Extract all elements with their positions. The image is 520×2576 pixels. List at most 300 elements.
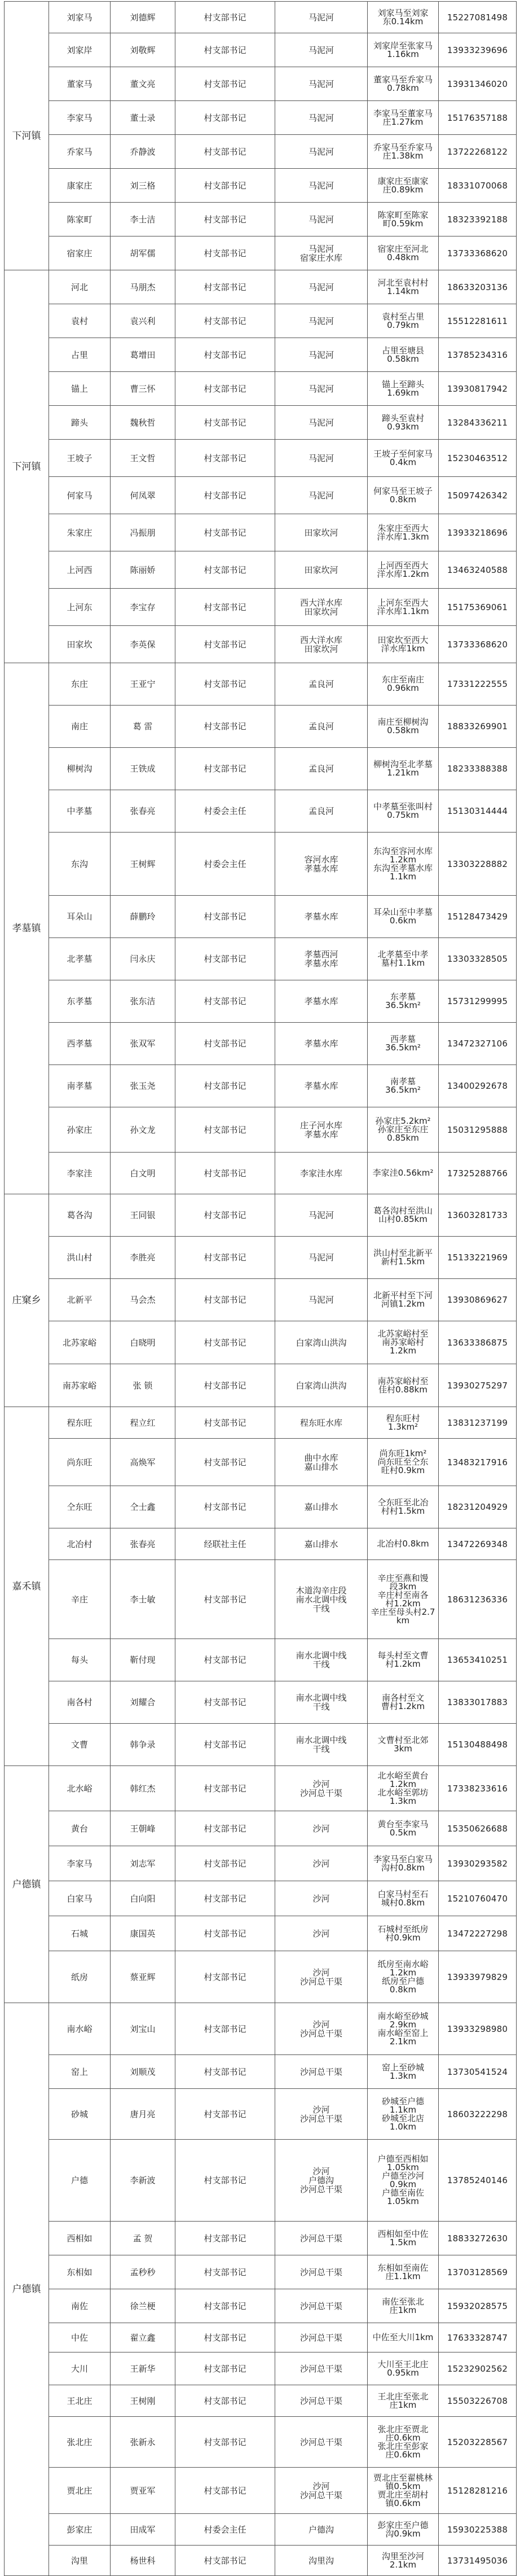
cell-person-name: 白文明: [111, 1153, 175, 1194]
cell-location: 南水峪至砂城 2.9km 南水峪至窑上 2.1km: [368, 2003, 439, 2055]
table-row: [5, 1407, 517, 1439]
table-row: [5, 833, 517, 896]
cell-river: 马泥河: [275, 270, 368, 304]
cell-village: 柳树沟: [49, 748, 111, 790]
cell-location: 王北庄至张北 庄1km: [368, 2385, 439, 2417]
cell-location: 王坡子至何家马 0.4km: [368, 440, 439, 477]
cell-river: 马泥河: [275, 372, 368, 406]
cell-river: 沙河: [275, 1916, 368, 1951]
cell-person-name: 陈丽娇: [111, 551, 175, 589]
cell-river: 嘉山排水: [275, 1528, 368, 1560]
cell-person-name: 李士敏: [111, 1560, 175, 1639]
cell-location: 陈家町至陈家 町0.59km: [368, 203, 439, 236]
cell-person-name: 贾亚军: [111, 2468, 175, 2514]
cell-village: 东庄: [49, 663, 111, 706]
cell-village: 辛庄: [49, 1560, 111, 1639]
cell-phone: 13633386875: [439, 1321, 517, 1364]
cell-location: 张北庄至贾北 庄0.6km 张北庄至彭家 庄0.6km: [368, 2417, 439, 2468]
cell-post: 村支部书记: [175, 1279, 275, 1321]
cell-person-name: 魏秋哲: [111, 406, 175, 440]
cell-river: 沙河总干渠: [275, 2385, 368, 2417]
table-row: [5, 1881, 517, 1916]
table-row: [5, 2385, 517, 2417]
cell-phone: 13831237199: [439, 1407, 517, 1439]
cell-village: 耳朵山: [49, 896, 111, 938]
cell-village: 董家马: [49, 67, 111, 101]
cell-phone: 13463240588: [439, 551, 517, 589]
cell-phone: 15350626688: [439, 1811, 517, 1846]
cell-location: 户德至西相如 1.05km 户德至沙河 0.9km 户德至南佐 1.05km: [368, 2140, 439, 2222]
cell-post: 村支部书记: [175, 2140, 275, 2222]
cell-person-name: 张春亮: [111, 1528, 175, 1560]
cell-post: 村委会主任: [175, 790, 275, 833]
cell-location: 洪山村至北新平 新村1.5km: [368, 1237, 439, 1279]
cell-person-name: 张 锁: [111, 1364, 175, 1407]
cell-phone: 18233388388: [439, 748, 517, 790]
cell-location: 李家马至董家马 庄1.27km: [368, 101, 439, 135]
cell-phone: 13933218696: [439, 514, 517, 551]
table-row: [5, 2352, 517, 2385]
cell-village: 北新平: [49, 1279, 111, 1321]
cell-person-name: 马会杰: [111, 1279, 175, 1321]
cell-phone: 13722268122: [439, 135, 517, 169]
cell-post: 村支部书记: [175, 1951, 275, 2003]
cell-village: 仝东旺: [49, 1486, 111, 1528]
cell-river: 嘉山排水: [275, 1486, 368, 1528]
cell-village: 东沟: [49, 833, 111, 896]
cell-river: 南水北调中线 干线: [275, 1681, 368, 1724]
cell-person-name: 葛 雷: [111, 706, 175, 748]
cell-river: 沙河 沙河总干渠: [275, 1766, 368, 1811]
cell-post: 村支部书记: [175, 706, 275, 748]
table-row: [5, 440, 517, 477]
cell-river: 沙河总干渠: [275, 2417, 368, 2468]
cell-person-name: 张东洁: [111, 980, 175, 1023]
cell-location: 李家马至白家马 沟村0.8km: [368, 1846, 439, 1881]
cell-village: 北冶村: [49, 1528, 111, 1560]
cell-post: 村支部书记: [175, 2255, 275, 2289]
cell-post: 村支部书记: [175, 2055, 275, 2089]
table-row: [5, 101, 517, 135]
cell-phone: 15031295888: [439, 1107, 517, 1153]
cell-location: 彭家庄至户德 沟0.9km: [368, 2514, 439, 2546]
cell-village: 南佐: [49, 2289, 111, 2323]
cell-village: 黄台: [49, 1811, 111, 1846]
table-row: [5, 1237, 517, 1279]
cell-phone: 15128281216: [439, 2468, 517, 2514]
cell-river: 沙河: [275, 1881, 368, 1916]
table-row: [5, 1846, 517, 1881]
table-row: [5, 372, 517, 406]
table-row: [5, 1811, 517, 1846]
cell-river: 马泥河: [275, 1279, 368, 1321]
cell-person-name: 薛鹏玲: [111, 896, 175, 938]
table-row: [5, 338, 517, 372]
cell-post: 村支部书记: [175, 2352, 275, 2385]
cell-village: 洪山村: [49, 1237, 111, 1279]
cell-village: 陈家町: [49, 203, 111, 236]
cell-river: 孝墓水库: [275, 1065, 368, 1107]
cell-post: 村支部书记: [175, 1065, 275, 1107]
table-row: [5, 1321, 517, 1364]
cell-phone: 15503226708: [439, 2385, 517, 2417]
cell-post: 村支部书记: [175, 1766, 275, 1811]
cell-village: 锚上: [49, 372, 111, 406]
cell-village: 孙家庄: [49, 1107, 111, 1153]
cell-person-name: 胡军儒: [111, 236, 175, 270]
cell-location: 刘家岸至张家马 1.16km: [368, 33, 439, 67]
cell-person-name: 王同银: [111, 1194, 175, 1237]
cell-location: 贾北庄至翟桃林 镇0.5km 贾北庄至胡村 镇0.6km: [368, 2468, 439, 2514]
cell-post: 村支部书记: [175, 1681, 275, 1724]
cell-post: 村支部书记: [175, 2222, 275, 2255]
cell-location: 南各村至文 曹村1.2km: [368, 1681, 439, 1724]
cell-phone: 15731299995: [439, 980, 517, 1023]
cell-post: 村支部书记: [175, 663, 275, 706]
table-row: [5, 1486, 517, 1528]
cell-river: 木道沟辛庄段 南水北调中线 干线: [275, 1560, 368, 1639]
cell-location: 田家坎至西大 洋水库1km: [368, 626, 439, 663]
cell-person-name: 白晓明: [111, 1321, 175, 1364]
cell-village: 南孝墓: [49, 1065, 111, 1107]
cell-river: 程东旺水库: [275, 1407, 368, 1439]
cell-town: 嘉禾镇: [5, 1407, 49, 1766]
cell-river: 孟良河: [275, 748, 368, 790]
table-row: [5, 2140, 517, 2222]
cell-village: 窑上: [49, 2055, 111, 2089]
cell-village: 东孝墓: [49, 980, 111, 1023]
cell-river: 马泥河: [275, 2, 368, 33]
cell-town: 孝墓镇: [5, 663, 49, 1194]
cell-phone: 18231204929: [439, 1486, 517, 1528]
cell-river: 马泥河: [275, 33, 368, 67]
table-row: [5, 2222, 517, 2255]
cell-person-name: 唐月亮: [111, 2089, 175, 2140]
cell-phone: 13833017883: [439, 1681, 517, 1724]
cell-post: 村支部书记: [175, 372, 275, 406]
cell-village: 李家洼: [49, 1153, 111, 1194]
cell-post: 村支部书记: [175, 135, 275, 169]
cell-person-name: 白向阳: [111, 1881, 175, 1916]
cell-town: 下河镇: [5, 2, 49, 270]
cell-person-name: 蔡亚辉: [111, 1951, 175, 2003]
cell-location: 西孝墓 36.5km²: [368, 1023, 439, 1065]
cell-village: 纸房: [49, 1951, 111, 2003]
cell-village: 张北庄: [49, 2417, 111, 2468]
cell-person-name: 翟立鑫: [111, 2323, 175, 2352]
cell-river: 孝墓水库: [275, 980, 368, 1023]
cell-person-name: 董士录: [111, 101, 175, 135]
cell-village: 中孝墓: [49, 790, 111, 833]
table-row: [5, 1107, 517, 1153]
cell-phone: 13303228882: [439, 833, 517, 896]
table-row: [5, 626, 517, 663]
cell-person-name: 韩红杰: [111, 1766, 175, 1811]
table-row: [5, 589, 517, 626]
table-row: [5, 1065, 517, 1107]
cell-post: 村支部书记: [175, 101, 275, 135]
cell-post: 村支部书记: [175, 67, 275, 101]
cell-village: 西孝墓: [49, 1023, 111, 1065]
table-row: [5, 477, 517, 514]
cell-phone: 13933239696: [439, 33, 517, 67]
cell-village: 蹄头: [49, 406, 111, 440]
table-row: [5, 2055, 517, 2089]
cell-phone: 15203228567: [439, 2417, 517, 2468]
cell-village: 刘家马: [49, 2, 111, 33]
cell-phone: 15130314444: [439, 790, 517, 833]
cell-location: 蹄头至袁村 0.93km: [368, 406, 439, 440]
cell-post: 村支部书记: [175, 1439, 275, 1486]
cell-person-name: 张双军: [111, 1023, 175, 1065]
cell-person-name: 王朝峰: [111, 1811, 175, 1846]
cell-village: 葛各沟: [49, 1194, 111, 1237]
cell-river: 沟里沟: [275, 2546, 368, 2576]
cell-person-name: 李宝存: [111, 589, 175, 626]
cell-phone: 13472327106: [439, 1023, 517, 1065]
table-row: [5, 1560, 517, 1639]
cell-phone: 17331222555: [439, 663, 517, 706]
cell-village: 康家庄: [49, 169, 111, 203]
cell-river: 马泥河: [275, 169, 368, 203]
cell-post: 村支部书记: [175, 1153, 275, 1194]
table-row: [5, 1528, 517, 1560]
cell-town: 户德镇: [5, 1766, 49, 2003]
cell-phone: 13472227298: [439, 1916, 517, 1951]
cell-person-name: 杨世科: [111, 2546, 175, 2576]
cell-person-name: 刘三格: [111, 169, 175, 203]
table-row: [5, 2003, 517, 2055]
cell-person-name: 王文哲: [111, 440, 175, 477]
cell-person-name: 董文亮: [111, 67, 175, 101]
cell-location: 北冶村0.8km: [368, 1528, 439, 1560]
cell-person-name: 程立红: [111, 1407, 175, 1439]
cell-village: 朱家庄: [49, 514, 111, 551]
village-river-chief-table: [4, 1, 517, 2576]
cell-village: 刘家岸: [49, 33, 111, 67]
cell-river: 李家洼水库: [275, 1153, 368, 1194]
cell-village: 东相如: [49, 2255, 111, 2289]
cell-phone: 13603281733: [439, 1194, 517, 1237]
cell-post: 村支部书记: [175, 1321, 275, 1364]
cell-river: 孝墓水库: [275, 896, 368, 938]
table-row: [5, 1766, 517, 1811]
cell-location: 石城村至纸房 村0.9km: [368, 1916, 439, 1951]
cell-phone: 17633328747: [439, 2323, 517, 2352]
cell-river: 沙河总干渠: [275, 2323, 368, 2352]
cell-phone: 13731495036: [439, 2546, 517, 2576]
cell-post: 村支部书记: [175, 440, 275, 477]
table-row: [5, 1023, 517, 1065]
cell-river: 马泥河: [275, 101, 368, 135]
cell-phone: 15930225388: [439, 2514, 517, 2546]
cell-village: 砂城: [49, 2089, 111, 2140]
table-row: [5, 203, 517, 236]
cell-location: 南佐至张北 庄1km: [368, 2289, 439, 2323]
cell-location: 东沟至容河水库 1.2km 东沟至孝墓水库 1.1km: [368, 833, 439, 896]
cell-person-name: 葛增田: [111, 338, 175, 372]
cell-phone: 13400292678: [439, 1065, 517, 1107]
cell-location: 康家庄至康家 庄0.89km: [368, 169, 439, 203]
cell-location: 黄台至李家马 0.5km: [368, 1811, 439, 1846]
table-row: [5, 236, 517, 270]
cell-phone: 17325288766: [439, 1153, 517, 1194]
cell-village: 白家马: [49, 1881, 111, 1916]
cell-village: 沟里: [49, 2546, 111, 2576]
cell-phone: 15175369061: [439, 589, 517, 626]
cell-post: 经联社主任: [175, 1528, 275, 1560]
cell-river: 马泥河: [275, 304, 368, 338]
cell-post: 村支部书记: [175, 514, 275, 551]
cell-person-name: 田成军: [111, 2514, 175, 2546]
cell-post: 村支部书记: [175, 1364, 275, 1407]
table-row: [5, 67, 517, 101]
cell-post: 村支部书记: [175, 2289, 275, 2323]
cell-post: 村支部书记: [175, 748, 275, 790]
cell-river: 南水北调中线 干线: [275, 1724, 368, 1766]
cell-person-name: 刘耀合: [111, 1681, 175, 1724]
cell-location: 葛各沟村至洪山 山村0.85km: [368, 1194, 439, 1237]
cell-post: 村支部书记: [175, 1881, 275, 1916]
cell-location: 南庄至柳树沟 0.58km: [368, 706, 439, 748]
cell-post: 村支部书记: [175, 896, 275, 938]
cell-river: 马泥河: [275, 477, 368, 514]
cell-phone: 13785240146: [439, 2140, 517, 2222]
cell-phone: 13483217916: [439, 1439, 517, 1486]
table-row: [5, 2, 517, 33]
cell-phone: 15097426342: [439, 477, 517, 514]
cell-phone: 13933298980: [439, 2003, 517, 2055]
cell-river: 沙河总干渠: [275, 2289, 368, 2323]
cell-village: 南水峪: [49, 2003, 111, 2055]
table-row: [5, 1916, 517, 1951]
cell-post: 村委会主任: [175, 2514, 275, 2546]
cell-phone: 18323392188: [439, 203, 517, 236]
table-row: [5, 790, 517, 833]
table-row: [5, 2546, 517, 2576]
table-row: [5, 33, 517, 67]
cell-person-name: 马朋杰: [111, 270, 175, 304]
cell-village: 西相如: [49, 2222, 111, 2255]
cell-river: 沙河总干渠: [275, 2255, 368, 2289]
table-row: [5, 663, 517, 706]
cell-village: 田家坎: [49, 626, 111, 663]
cell-phone: 13930869627: [439, 1279, 517, 1321]
cell-phone: 13931346020: [439, 67, 517, 101]
cell-location: 南孝墓 36.5km²: [368, 1065, 439, 1107]
cell-phone: 13472269348: [439, 1528, 517, 1560]
cell-village: 占里: [49, 338, 111, 372]
cell-village: 程东旺: [49, 1407, 111, 1439]
cell-location: 北孝墓至中孝 墓村1.1km: [368, 938, 439, 980]
cell-town: 下河镇: [5, 270, 49, 663]
cell-river: 田家坎河: [275, 551, 368, 589]
cell-location: 西相如至中佐 1.5km: [368, 2222, 439, 2255]
cell-village: 王北庄: [49, 2385, 111, 2417]
cell-post: 村支部书记: [175, 2, 275, 33]
cell-person-name: 康国英: [111, 1916, 175, 1951]
cell-person-name: 李英保: [111, 626, 175, 663]
cell-village: 大川: [49, 2352, 111, 2385]
cell-post: 村支部书记: [175, 1639, 275, 1681]
cell-post: 村支部书记: [175, 406, 275, 440]
cell-post: 村支部书记: [175, 169, 275, 203]
cell-river: 沙河: [275, 1846, 368, 1881]
cell-village: 袁村: [49, 304, 111, 338]
cell-location: 东相如至南佐 庄1.1km: [368, 2255, 439, 2289]
cell-person-name: 刘德辉: [111, 2, 175, 33]
cell-phone: 13930817942: [439, 372, 517, 406]
table-body: [5, 2, 517, 2576]
cell-phone: 13730541524: [439, 2055, 517, 2089]
cell-person-name: 仝士鑫: [111, 1486, 175, 1528]
cell-phone: 13703128569: [439, 2255, 517, 2289]
cell-phone: 15932028575: [439, 2289, 517, 2323]
table-row: [5, 706, 517, 748]
cell-phone: 13733368620: [439, 626, 517, 663]
cell-phone: 17338233616: [439, 1766, 517, 1811]
cell-location: 北新平村至下河 河镇1.2km: [368, 1279, 439, 1321]
cell-location: 东庄至南庄 0.96km: [368, 663, 439, 706]
cell-post: 村支部书记: [175, 626, 275, 663]
cell-phone: 15128473429: [439, 896, 517, 938]
cell-river: 沙河 沙河总干渠: [275, 1951, 368, 2003]
table-row: [5, 270, 517, 304]
cell-person-name: 王树辉: [111, 833, 175, 896]
cell-post: 村支部书记: [175, 203, 275, 236]
cell-location: 李家洼0.56km²: [368, 1153, 439, 1194]
cell-village: 宿家庄: [49, 236, 111, 270]
table-row: [5, 135, 517, 169]
cell-phone: 15130488498: [439, 1724, 517, 1766]
cell-person-name: 刘宝山: [111, 2003, 175, 2055]
cell-town: 庄窠乡: [5, 1194, 49, 1407]
cell-phone: 15232902562: [439, 2352, 517, 2385]
cell-location: 刘家马至刘家 东0.14km: [368, 2, 439, 33]
cell-person-name: 张新永: [111, 2417, 175, 2468]
cell-river: 孟良河: [275, 790, 368, 833]
cell-river: 西大洋水库 田家坎河: [275, 626, 368, 663]
cell-phone: 18833272630: [439, 2222, 517, 2255]
cell-post: 村支部书记: [175, 2385, 275, 2417]
cell-river: 马泥河: [275, 203, 368, 236]
cell-river: 马泥河: [275, 440, 368, 477]
cell-post: 村支部书记: [175, 2323, 275, 2352]
cell-location: 朱家庄至西大 洋水库1.3km: [368, 514, 439, 551]
cell-phone: 13930275297: [439, 1364, 517, 1407]
cell-phone: 15230463512: [439, 440, 517, 477]
cell-post: 村支部书记: [175, 1407, 275, 1439]
table-row: [5, 406, 517, 440]
cell-village: 北孝墓: [49, 938, 111, 980]
cell-river: 庄子河水库 孝墓水库: [275, 1107, 368, 1153]
cell-person-name: 何凤翠: [111, 477, 175, 514]
table-row: [5, 1681, 517, 1724]
cell-person-name: 张春亮: [111, 790, 175, 833]
cell-location: 白家马村至石 城村0.8km: [368, 1881, 439, 1916]
cell-person-name: 王新华: [111, 2352, 175, 2385]
table-row: [5, 2289, 517, 2323]
cell-phone: 15176357188: [439, 101, 517, 135]
table-row: [5, 1724, 517, 1766]
cell-post: 村支部书记: [175, 1486, 275, 1528]
cell-post: 村支部书记: [175, 33, 275, 67]
cell-location: 纸房至南水峪 1.2km 纸房至户德 0.8km: [368, 1951, 439, 2003]
cell-river: 孝墓水库: [275, 1023, 368, 1065]
cell-location: 耳朵山至中孝墓 0.6km: [368, 896, 439, 938]
cell-phone: 15210760470: [439, 1881, 517, 1916]
cell-river: 白家湾山洪沟: [275, 1364, 368, 1407]
